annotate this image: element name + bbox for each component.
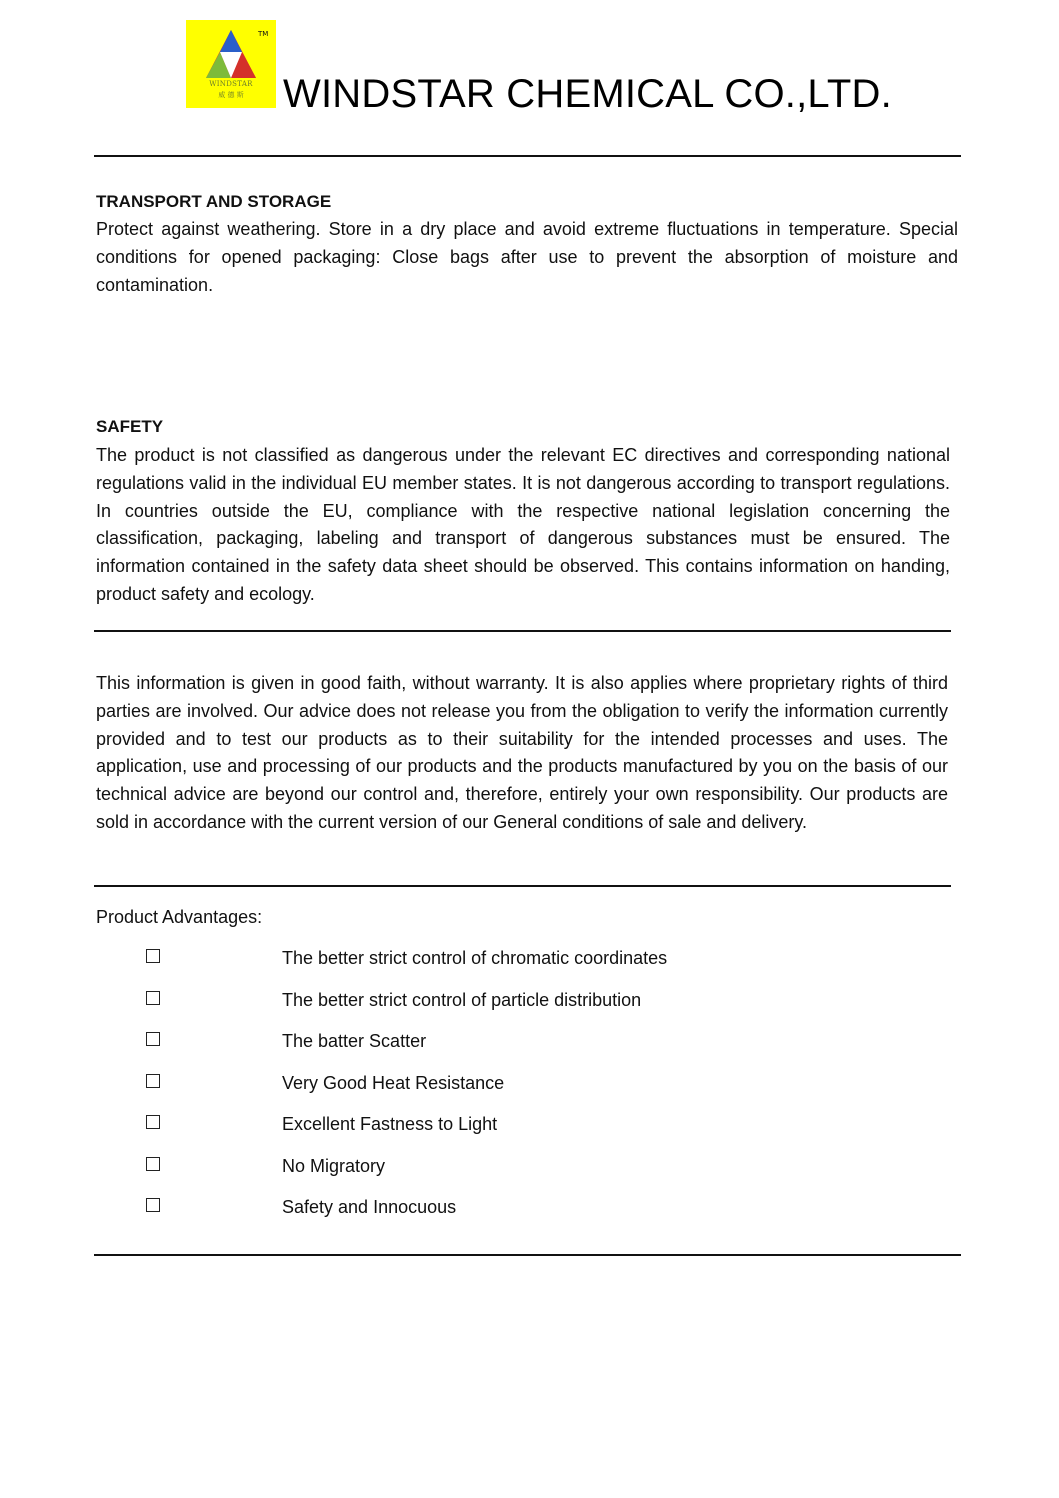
checkbox-icon — [146, 991, 160, 1005]
footer-divider — [94, 1254, 961, 1256]
checkbox-icon — [146, 1115, 160, 1129]
advantage-item — [0, 1111, 1059, 1137]
transport-heading: TRANSPORT AND STORAGE — [96, 192, 332, 211]
advantage-item — [0, 945, 1059, 971]
company-name: WINDSTAR CHEMICAL CO.,LTD. — [283, 72, 892, 116]
advantage-text: No Migratory — [282, 1155, 386, 1176]
advantage-text: The better strict control of chromatic coordinates — [282, 948, 668, 968]
disclaimer-divider — [94, 885, 951, 887]
safety-body: The product is not classified as dangerous under the relevant EC directives and corresponding national regulations valid in the individual EU member states. It is not dangerous according to transport regulations. In countries outside the EU, compliance with the respective national legislation concerning the classification, packaging, labeling and transport of dangerous substances must be ensured. The information contained in the safety data sheet should be observed. This contains information on handing, product safety and ecology. — [96, 445, 950, 604]
checkbox-icon — [146, 1157, 160, 1171]
advantage-text: Very Good Heat Resistance — [282, 1072, 505, 1093]
advantage-text: The better strict control of particle distribution — [282, 989, 642, 1010]
logo-brand-text: WINDSTAR — [209, 80, 253, 88]
checkbox-icon — [146, 1032, 160, 1046]
trademark-mark: TM — [258, 30, 269, 38]
advantage-text: The batter Scatter — [282, 1031, 427, 1051]
disclaimer-body: This information is given in good faith, without warranty. It is also applies where proprietary rights of third parties are involved. Our advice does not release you from the obligation to verify the information currently provided and to test our products as to their suitability for the intended processes and uses. The application, use and processing of our products and the products manufactured by you on the basis of our technical advice are beyond our control and, therefore, entirely your own responsibility. Our products are sold in accordance with the current version of our General conditions of sale and delivery. — [96, 673, 948, 832]
advantage-item — [0, 1028, 1059, 1054]
advantage-text: Excellent Fastness to Light — [282, 1114, 498, 1134]
advantage-text: Safety and Innocuous — [282, 1197, 457, 1217]
checkbox-icon — [146, 1074, 160, 1088]
checkbox-icon — [146, 1198, 160, 1212]
advantage-item — [0, 987, 1059, 1013]
checkbox-icon — [146, 949, 160, 963]
safety-divider — [94, 630, 951, 632]
advantages-label: Product Advantages: — [96, 907, 263, 927]
logo-brand-text-cn: 威 德 斯 — [218, 91, 244, 99]
advantage-item — [0, 1070, 1059, 1096]
header-divider — [94, 155, 961, 157]
company-logo — [186, 20, 276, 108]
advantage-item — [0, 1153, 1059, 1179]
advantage-item — [0, 1194, 1059, 1220]
transport-body: Protect against weathering. Store in a dry place and avoid extreme fluctuations in temperature. Special conditions for opened packaging: Close bags after use to prevent the absorption of moisture and contamination. — [96, 219, 958, 295]
safety-heading: SAFETY — [96, 417, 164, 436]
